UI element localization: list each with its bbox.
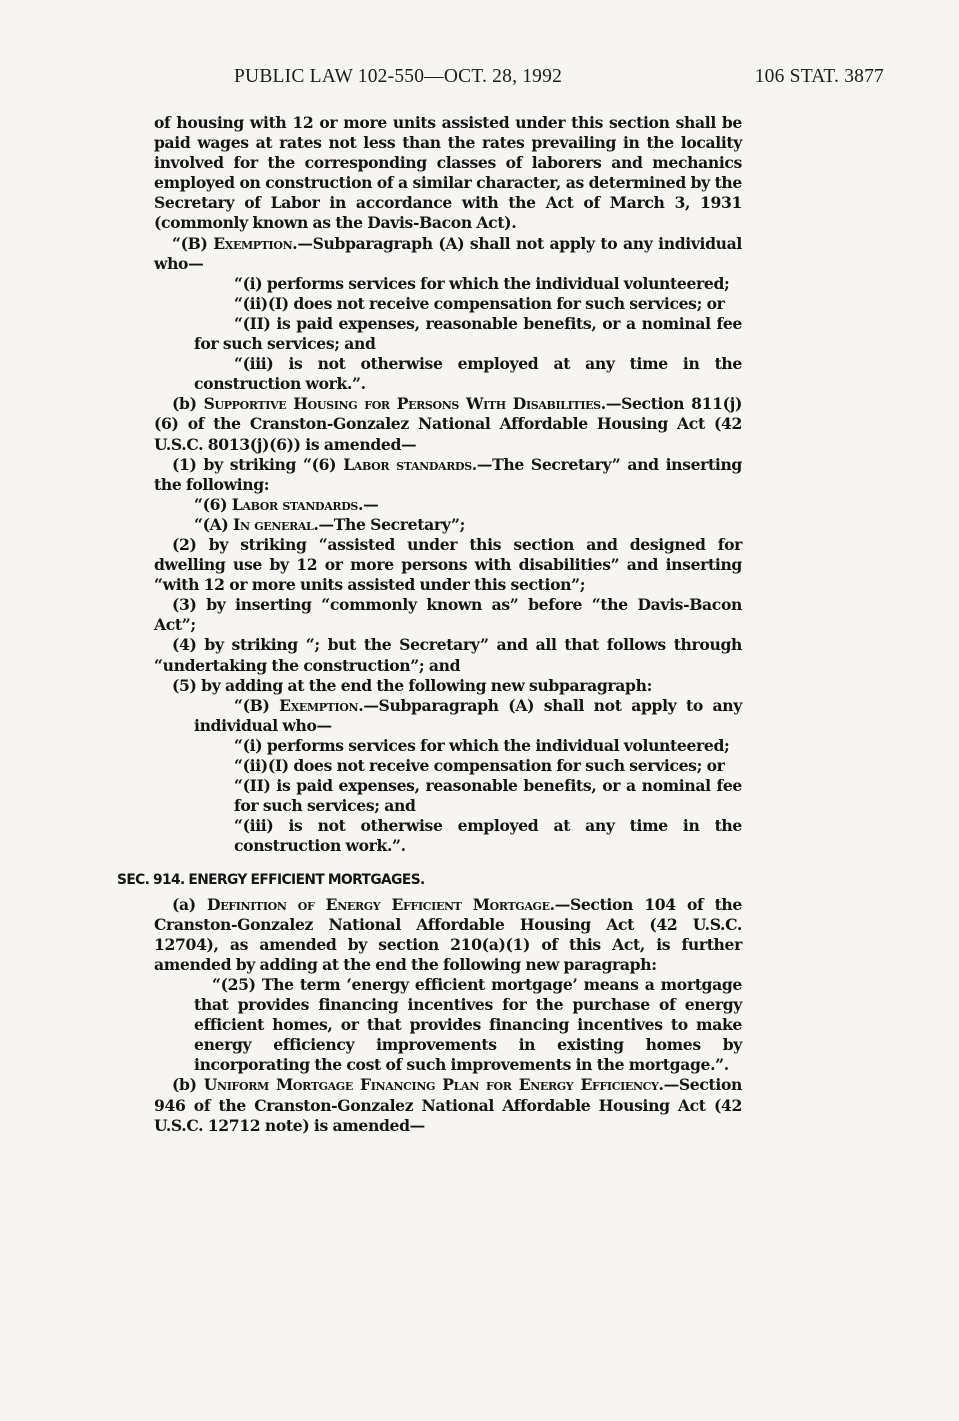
section-914-a: (a) Definition of Energy Efficient Mortgage.—Section 104 of the Cranston-Gonzalez National Affordable Housing Act (42 U.S.C. 12704), as amended by section 210(a)(1) of this Act, is further amended by adding at the end the following new paragraph: — [154, 894, 742, 974]
inserted-exemption: “(B) Exemption.—Subparagraph (A) shall not apply to any individual who— — [194, 695, 742, 735]
amendment-2: (2) by striking “assisted under this section and designed for dwelling use by 12 or more persons with disabilities” and inserting “with 12 or more units assisted under this section”; — [154, 534, 742, 595]
subsection-b: (b) Supportive Housing for Persons With Disabilities.—Section 811(j)(6) of the Cranston-Gonzalez National Affordable Housing Act (42 U.S.C. 8013(j)(6)) is amended— — [154, 394, 742, 454]
inserted-clause-ii-II: “(II) is paid expenses, reasonable benefits, or a nominal fee for such services; and — [234, 776, 742, 816]
exemption-paragraph: “(B) Exemption.—Subparagraph (A) shall not apply to any individual who— — [154, 233, 742, 273]
inserted-clause-iii: “(iii) is not otherwise employed at any time in the construction work.”. — [234, 816, 742, 856]
continued-paragraph: of housing with 12 or more units assisted under this section shall be paid wages at rates not less than the rates prevailing in the locality involved for the corresponding classes of laborers and mechanics employed on construction of a similar character, as determined by the Secretary of Labor in accordance with the Act of March 3, 1931 (commonly known as the Davis-Bacon Act). — [154, 113, 742, 233]
inserted-heading-A: “(A) In general.—The Secretary”; — [194, 514, 466, 534]
amendment-1: (1) by striking “(6) Labor standards.—The Secretary” and inserting the following: — [154, 454, 742, 494]
section-914-b: (b) Uniform Mortgage Financing Plan for Energy Efficiency.—Section 946 of the Cranston-Gonzalez National Affordable Housing Act (42 U.S.C. 12712 note) is amended— — [154, 1075, 742, 1135]
document-body — [117, 113, 742, 1136]
inserted-clause-i: “(i) performs services for which the individual volunteered; — [234, 735, 730, 755]
amendment-5: (5) by adding at the end the following new subparagraph: — [172, 675, 652, 695]
paragraph-25: “(25) The term ‘energy efficient mortgage’ means a mortgage that provides financing incentives for the purchase of energy efficient homes, or that provides financing incentives to make energy efficiency improvements in existing homes by incorporating the cost of such improvements in the mortgage.”. — [194, 974, 742, 1075]
clause-i: “(i) performs services for which the individual volunteered; — [234, 273, 730, 293]
inserted-clause-ii-I: “(ii)(I) does not receive compensation for such services; or — [234, 756, 725, 775]
amendment-4: (4) by striking “; but the Secretary” and all that follows through “undertaking the construction”; and — [154, 635, 742, 675]
amendment-3: (3) by inserting “commonly known as” before “the Davis-Bacon Act”; — [154, 595, 742, 635]
clause-ii-I: “(ii)(I) does not receive compensation for such services; or — [234, 293, 725, 313]
section-914-title: SEC. 914. ENERGY EFFICIENT MORTGAGES. — [117, 872, 425, 889]
clause-ii-II: “(II) is paid expenses, reasonable benefits, or a nominal fee for such services; and — [194, 313, 742, 354]
clause-iii: “(iii) is not otherwise employed at any time in the construction work.”. — [194, 354, 742, 394]
exemption-heading: Exemption. — [213, 233, 298, 253]
inserted-heading-6: “(6) Labor standards.— — [194, 494, 379, 514]
subsection-b-heading: Supportive Housing for Persons With Disabilities. — [203, 394, 606, 414]
statute-page-number: 106 STAT. 3877 — [754, 66, 884, 87]
page-header — [154, 66, 884, 94]
running-head: PUBLIC LAW 102-550—OCT. 28, 1992 — [234, 66, 563, 87]
